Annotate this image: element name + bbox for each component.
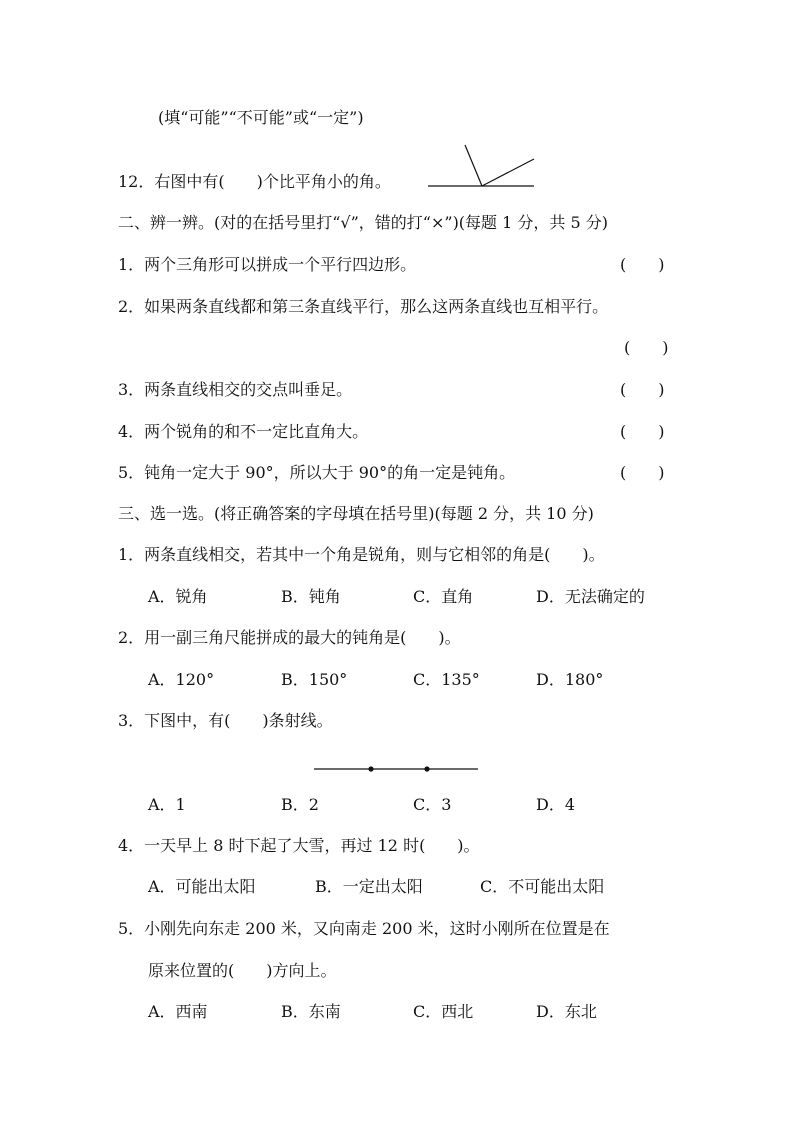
section2-title: 二、辨一辨。(对的在括号里打“√”，错的打“×”)(每题 1 分，共 5 分): [118, 213, 608, 232]
section3-q5-line2: 原来位置的( )方向上。: [148, 961, 337, 980]
q1-option-d[interactable]: D．无法确定的: [536, 587, 645, 606]
q1-option-b[interactable]: B．钝角: [281, 587, 341, 606]
section2-item-1: 1．两个三角形可以拼成一个平行四边形。: [118, 255, 417, 274]
answer-blank-2-3[interactable]: ( ): [620, 380, 665, 399]
section2-item-5: 5．钝角一定大于 90°，所以大于 90°的角一定是钝角。: [118, 463, 516, 482]
q12-text: 12．右图中有( )个比平角小的角。: [118, 172, 391, 191]
angle-figure: [428, 143, 538, 188]
section3-q3: 3．下图中，有( )条射线。: [118, 711, 333, 730]
section3-q2: 2．用一副三角尺能拼成的最大的钝角是( )。: [118, 628, 461, 647]
section3-title: 三、选一选。(将正确答案的字母填在括号里)(每题 2 分，共 10 分): [118, 504, 594, 523]
q2-option-d[interactable]: D．180°: [536, 670, 604, 689]
q2-option-b[interactable]: B．150°: [281, 670, 348, 689]
angle-ray-upper-right: [482, 159, 534, 186]
section3-q4: 4．一天早上 8 时下起了大雪，再过 12 时( )。: [118, 836, 480, 855]
q1-option-c[interactable]: C．直角: [413, 587, 474, 606]
section2-item-3: 3．两条直线相交的交点叫垂足。: [118, 380, 353, 399]
rays-figure: [314, 763, 480, 775]
q3-option-d[interactable]: D．4: [536, 795, 576, 814]
q1-option-a[interactable]: A．锐角: [148, 587, 208, 606]
answer-blank-2-1[interactable]: ( ): [620, 255, 665, 274]
point-right: [424, 766, 429, 771]
q5-option-c[interactable]: C．西北: [413, 1002, 474, 1021]
angle-ray-upper-left: [465, 145, 482, 186]
q5-option-a[interactable]: A．西南: [148, 1002, 208, 1021]
answer-blank-2-4[interactable]: ( ): [620, 422, 665, 441]
q3-option-a[interactable]: A．1: [148, 795, 186, 814]
q4-option-a[interactable]: A．可能出太阳: [148, 877, 256, 896]
q3-option-b[interactable]: B．2: [281, 795, 319, 814]
section3-q5-line1: 5．小刚先向东走 200 米，又向南走 200 米，这时小刚所在位置是在: [118, 919, 610, 938]
point-left: [368, 766, 373, 771]
q3-option-c[interactable]: C．3: [413, 795, 452, 814]
section2-item-4: 4．两个锐角的和不一定比直角大。: [118, 422, 369, 441]
section3-q1: 1．两条直线相交，若其中一个角是锐角，则与它相邻的角是( )。: [118, 545, 605, 564]
answer-blank-2-5[interactable]: ( ): [620, 463, 665, 482]
q5-option-d[interactable]: D．东北: [536, 1002, 597, 1021]
section2-item-2: 2．如果两条直线都和第三条直线平行，那么这两条直线也互相平行。: [118, 297, 609, 316]
q5-option-b[interactable]: B．东南: [281, 1002, 341, 1021]
q4-option-b[interactable]: B．一定出太阳: [315, 877, 423, 896]
answer-blank-2-2[interactable]: ( ): [624, 338, 669, 357]
q4-option-c[interactable]: C．不可能出太阳: [480, 877, 605, 896]
q11-hint: (填“可能”“不可能”或“一定”): [158, 108, 364, 127]
q2-option-c[interactable]: C．135°: [413, 670, 480, 689]
q2-option-a[interactable]: A．120°: [148, 670, 215, 689]
